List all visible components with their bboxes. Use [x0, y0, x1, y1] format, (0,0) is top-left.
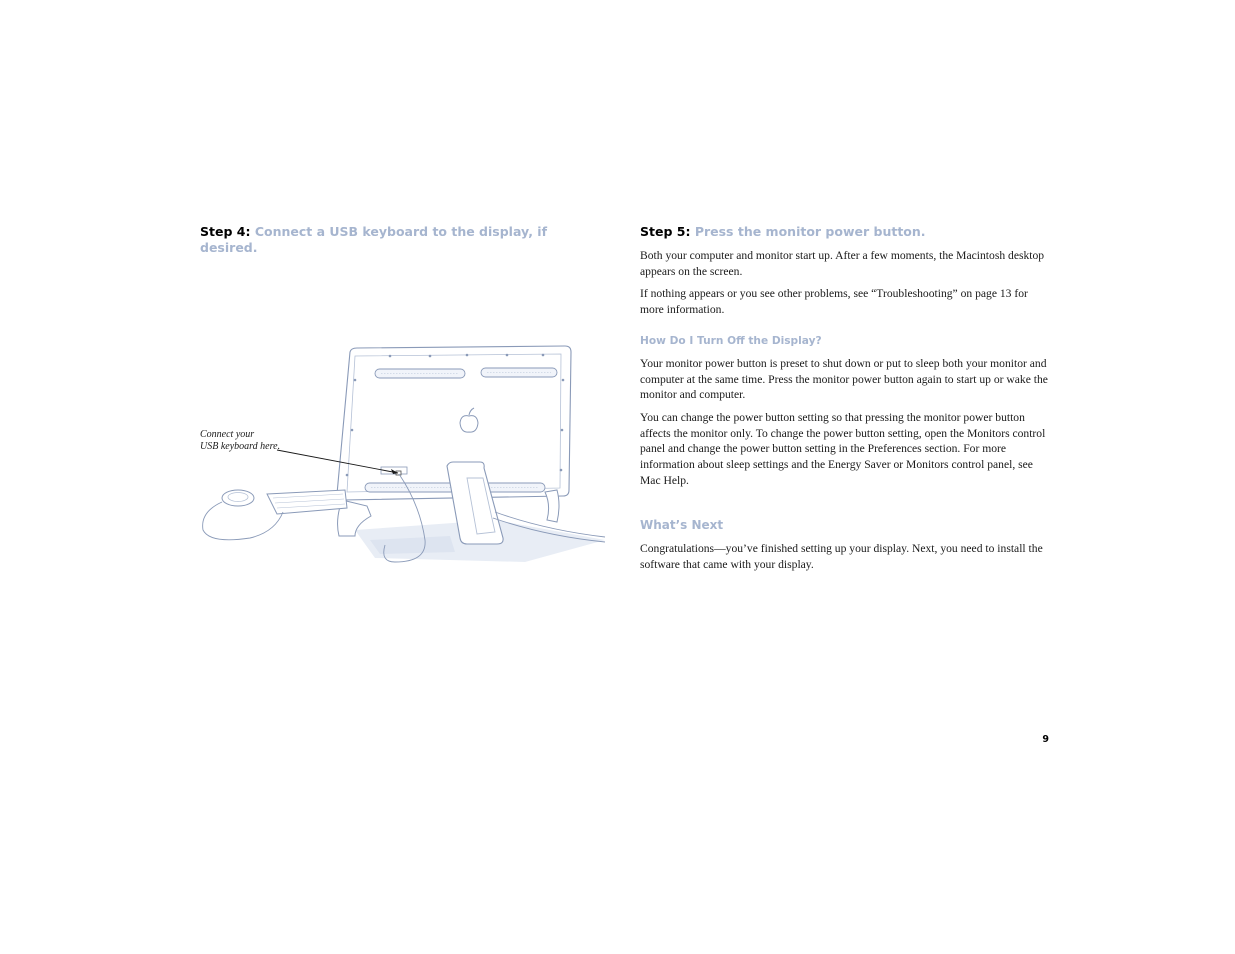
startup-paragraph: Both your computer and monitor start up. After a few moments, the Macintosh desktop appears on the screen.	[640, 249, 1045, 278]
keyboard-callout	[200, 429, 320, 453]
power-setting-paragraph: You can change the power button setting so that pressing the monitor power button affects the monitor only. To change the power button setting, open the Monitors control panel and change the power button setting in the Preferences section. For more information about sleep settings and the Energy Saver or Monitors control panel, see Mac Help.	[640, 411, 1046, 487]
whats-next-subheading: What’s Next	[640, 518, 724, 532]
turn-off-subheading: How Do I Turn Off the Display?	[640, 335, 822, 347]
whats-next-paragraph: Congratulations—you’ve finished setting up your display. Next, you need to install the software that came with your display.	[640, 542, 1043, 571]
callout-line-1: Connect your	[200, 429, 255, 440]
page-number: 9	[1042, 734, 1049, 745]
step-5-label: Step 5:	[640, 224, 691, 239]
troubleshooting-paragraph: If nothing appears or you see other problems, see “Troubleshooting” on page 13 for more information.	[640, 287, 1028, 316]
monitor-rear-illustration	[195, 340, 610, 570]
step-5-heading	[640, 224, 1060, 240]
power-button-paragraph: Your monitor power button is preset to shut down or put to sleep both your monitor and computer at the same time. Press the monitor power button again to start up or wake the monitor and computer.	[640, 357, 1048, 402]
usb-keyboard-illustration	[267, 490, 347, 514]
step-4-instruction: Connect a USB keyboard to the display, if desired.	[200, 224, 548, 255]
step-4-label: Step 4:	[200, 224, 251, 239]
step-5-instruction: Press the monitor power button.	[694, 224, 926, 239]
step-4-heading	[200, 224, 580, 256]
callout-line-2: USB keyboard here.	[200, 441, 281, 452]
